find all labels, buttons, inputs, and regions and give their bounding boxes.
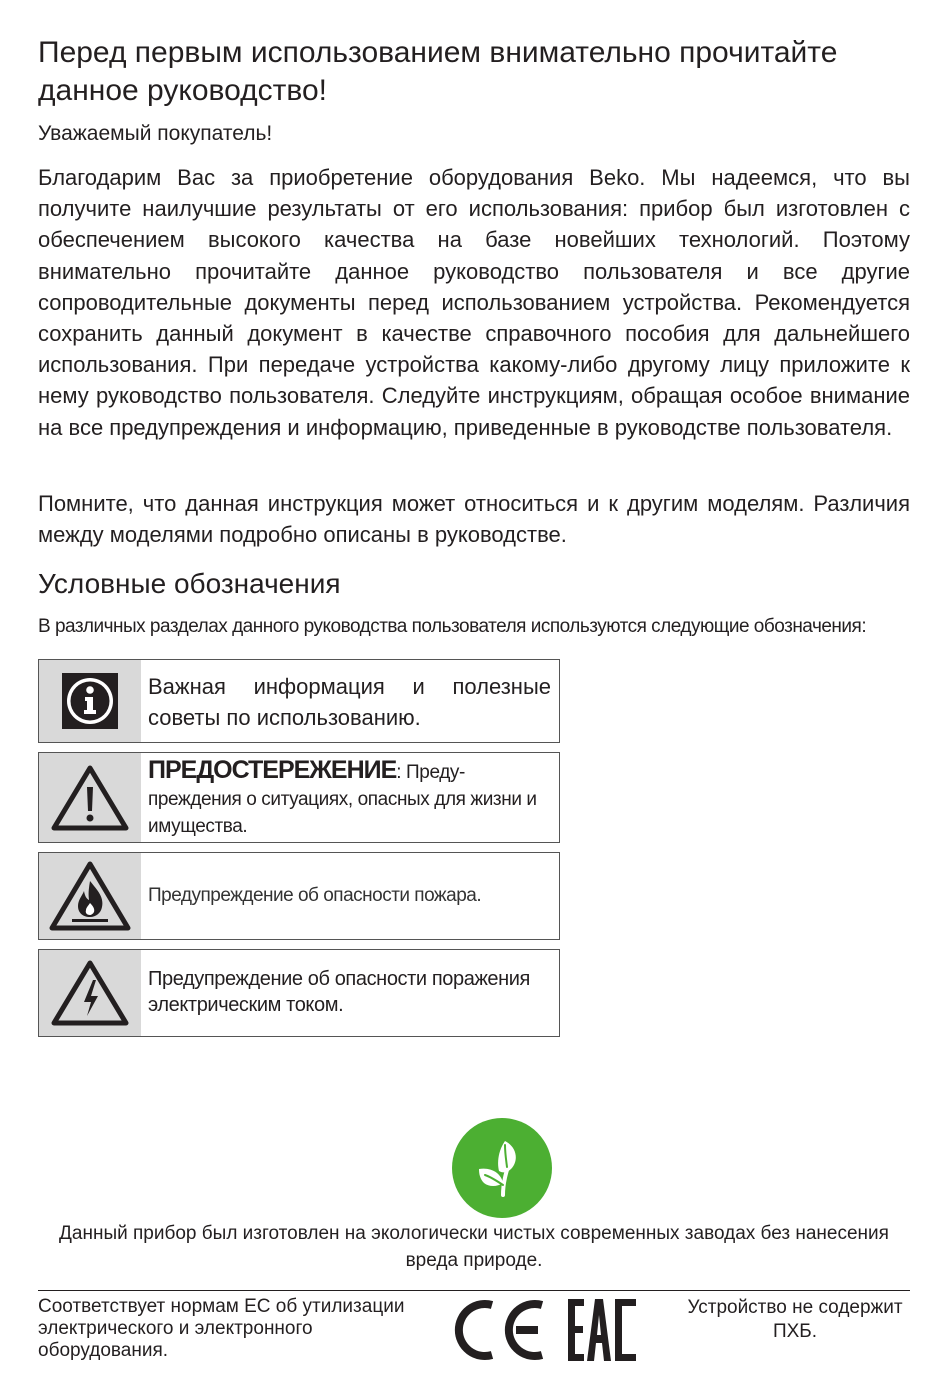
- eco-leaf-icon: [451, 1117, 553, 1219]
- symbol-row-warning: [38, 752, 560, 843]
- weee-compliance-text: Соответствует нормам ЕС об утилизации электрического и электронного оборудования.: [38, 1296, 405, 1361]
- warning-heading: ПРЕДОСТЕРЕЖЕНИЕ: [148, 756, 397, 784]
- info-icon: [39, 660, 141, 742]
- warning-text: : Преду-преждения о ситуациях, опасных для жизни и имущества.: [148, 762, 537, 837]
- symbol-text-electric: Предупреждение об опасности поражения электрическим током.: [148, 968, 530, 1016]
- electric-shock-icon: [39, 950, 141, 1036]
- paragraph-models: Помните, что данная инструкция может относиться и к другим моделям. Различия между моделями подробно описаны в руководстве.: [38, 491, 910, 548]
- symbol-text-warning: [141, 753, 559, 842]
- warning-icon: [39, 753, 141, 842]
- symbol-row-fire: [38, 852, 560, 940]
- fire-hazard-icon: [39, 853, 141, 939]
- section-title-symbols: Условные обозначения: [38, 568, 341, 599]
- page-title: Перед первым использованием внимательно прочитайте данное руководство!: [38, 36, 838, 107]
- eac-mark: [566, 1297, 638, 1363]
- symbol-row-electric: [38, 949, 560, 1037]
- symbols-intro: В различных разделах данного руководства пользователя используются следующие обозначения:: [38, 616, 867, 637]
- symbol-text-fire: Предупреждение об опасности пожара.: [148, 885, 482, 906]
- paragraph-thanks: Благодарим Вас за приобретение оборудования Beko. Мы надеемся, что вы получите наилучшие результаты от его использования: прибор был изготовлен с обеспечением высокого качества на базе новейших технологий. Поэтому внимательно прочитайте данное руководство пользователя и все другие сопроводительные документы перед использованием устройства. Рекомендуется сохранить данный документ в качестве справочного пособия для дальнейшего использования. При передаче устройства какому-либо другому лицу приложите к нему руководство пользователя. Следуйте инструкциям, обращая особое внимание на все предупреждения и информацию, приведенные в руководстве пользователя.: [38, 165, 910, 440]
- greeting: Уважаемый покупатель!: [38, 122, 273, 145]
- footer-divider: [38, 1290, 910, 1291]
- ce-mark: [450, 1297, 548, 1363]
- symbol-row-info: [38, 659, 560, 743]
- pcb-free-text: Устройство не содержит ПХБ.: [687, 1297, 903, 1342]
- symbol-text-info: Важная информация и полезные советы по использованию.: [148, 674, 551, 730]
- eco-text: Данный прибор был изготовлен на экологически чистых современных заводах без нанесения вреда природе.: [59, 1223, 889, 1271]
